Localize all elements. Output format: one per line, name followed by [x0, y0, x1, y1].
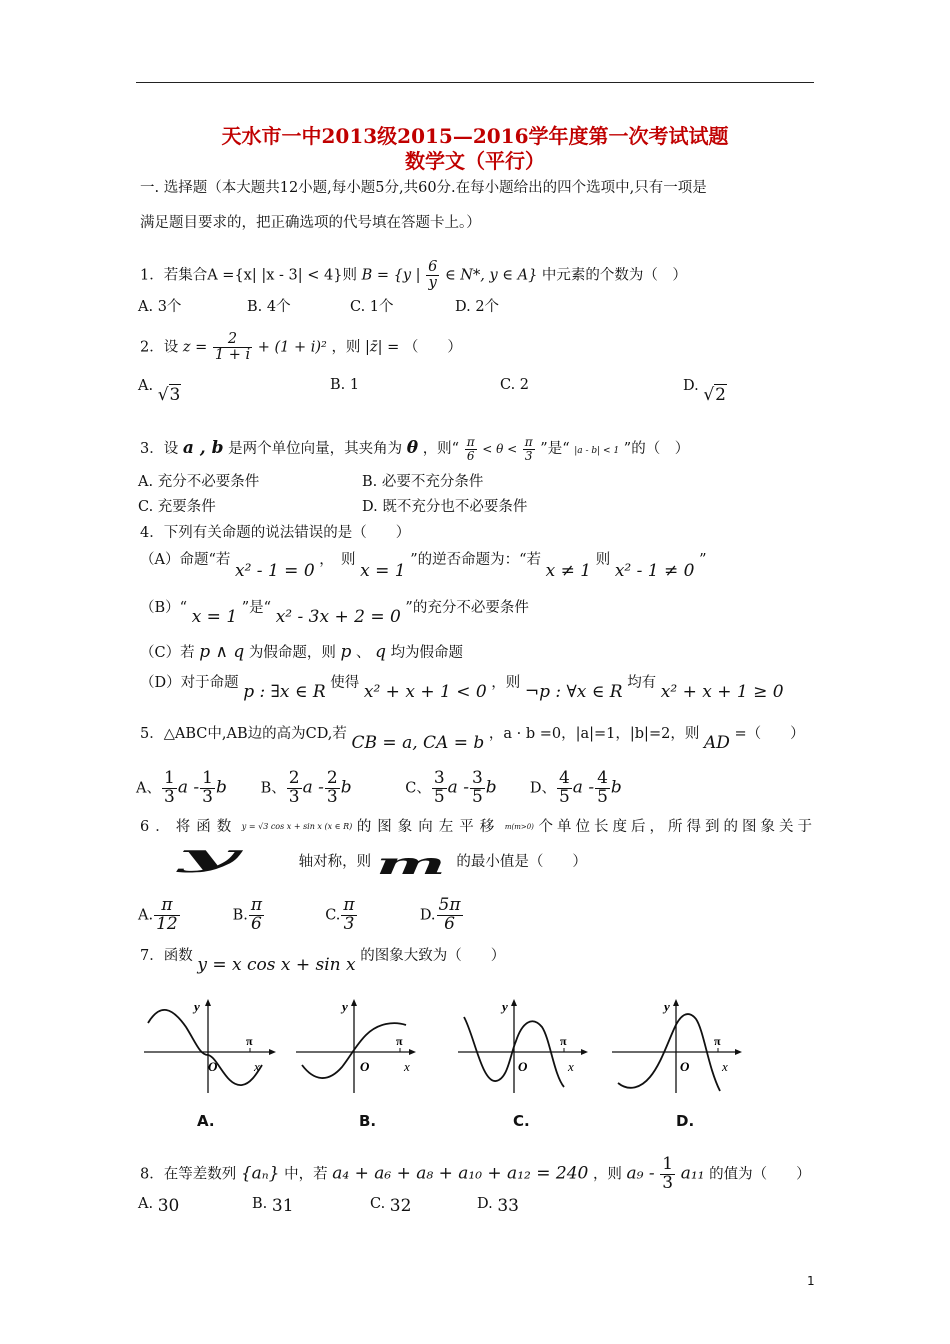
q4-a-mid3: 则 — [595, 552, 611, 568]
question-1-stem — [140, 260, 687, 291]
q6-a-num: π — [154, 897, 180, 916]
q3-stem-mid2: ，则“ — [422, 441, 460, 458]
q2-opt-a-sqrt: √3 — [157, 385, 181, 405]
q4-c-eq: p ∧ q — [199, 642, 245, 662]
q3-option-a: A. 充分不必要条件 — [138, 474, 260, 490]
q8-expr-b: a₁₁ — [680, 1163, 705, 1184]
q8-frac-den: 3 — [662, 1172, 674, 1193]
q3-option-c: C. 充要条件 — [138, 499, 216, 515]
q4-option-b — [140, 598, 529, 627]
section-heading-line2: 满足题目要求的，把正确选项的代号填在答题卡上。） — [140, 215, 481, 231]
q3-stem-suffix: ”的（ ） — [623, 441, 690, 458]
q4-c-mid: 为假命题，则 — [248, 645, 336, 661]
q6-var-m: m — [375, 847, 446, 882]
q7-b-x-label: x — [404, 1059, 410, 1074]
q1-set-b-prefix: B = {y | — [361, 267, 421, 284]
q5-stem-mid: ，a · b =0，|a|=1，|b|=2，则 — [488, 726, 700, 742]
q7-b-origin: O — [360, 1059, 370, 1074]
q6-b-num: π — [250, 895, 263, 915]
q7-d-x-label: x — [722, 1059, 728, 1074]
q6-d-num: 5π — [438, 895, 461, 915]
page-number: 1 — [807, 1274, 815, 1288]
q1-option-c: C. 1个 — [350, 299, 394, 315]
q6-c-num: π — [343, 895, 355, 915]
q4-d-eq1: p : ∃x ∈ R — [243, 682, 326, 702]
q7-b-y-label: y — [342, 999, 348, 1014]
q8-stem-prefix: 8．在等差数列 — [140, 1166, 237, 1183]
q3-frac-1-num: π — [466, 435, 475, 449]
q7-d-y-arrow-icon — [673, 999, 679, 1006]
q5-b-b: b — [340, 777, 352, 798]
q8-option-a — [138, 1194, 180, 1216]
q6-c-den: 3 — [343, 913, 355, 934]
q2-opt-d-label: D. — [683, 378, 699, 394]
q7-label-d: D. — [676, 1112, 695, 1130]
q1-stem-prefix: 1．若集合A ={x| |x - 3| < 4}则 — [140, 267, 357, 284]
q5-a-den1: 3 — [163, 786, 175, 807]
q7-b-x-arrow-icon — [409, 1049, 416, 1055]
q5-d-b: b — [610, 777, 622, 798]
q2-option-b: B. 1 — [330, 377, 360, 393]
q7-label-a: A. — [197, 1112, 215, 1130]
q1-option-a: A. 3个 — [138, 299, 182, 315]
q6-c-label: C. — [325, 907, 341, 924]
q8-option-c — [370, 1194, 412, 1216]
q3-frac-2-num: π — [524, 435, 533, 449]
q8-stem-mid: 中，若 — [284, 1166, 328, 1183]
q6-a-frac — [154, 897, 180, 934]
q5-a-label: A、 — [136, 780, 161, 797]
q4-c-q: q — [375, 642, 386, 662]
q4-a-end: ” — [699, 552, 707, 568]
section-heading-line1: 一. 选择题（本大题共12小题,每小题5分,共60分.在每小题给出的四个选项中,只有一项是 — [140, 180, 707, 196]
q6-axis-y: y — [178, 839, 238, 874]
q8-stem-mid2: ，则 — [592, 1166, 622, 1183]
q8-c-value: 32 — [389, 1196, 412, 1216]
q5-c-num1: 3 — [433, 768, 445, 788]
question-4-stem: 4．下列有关命题的说法错误的是（ ） — [140, 525, 411, 541]
q1-frac-num: 6 — [428, 259, 438, 275]
q3-lt: < θ < — [482, 442, 518, 457]
q2-frac-num: 2 — [213, 332, 252, 348]
q4-b-mid: ”是“ — [241, 600, 272, 616]
q5-b-frac2 — [325, 770, 340, 807]
q7-c-x-label: x — [568, 1059, 574, 1074]
q7-a-x-label: x — [254, 1059, 260, 1074]
q6-b-den: 6 — [251, 913, 262, 934]
q2-opt-d-radicand: 2 — [715, 385, 726, 405]
q4-d-prefix: （D）对于命题 — [140, 675, 239, 691]
q3-option-d: D. 既不充分也不必要条件 — [362, 499, 528, 515]
q2-frac-den: 1 + i — [214, 347, 251, 364]
q5-b-den2: 3 — [326, 786, 338, 807]
question-3-stem — [140, 436, 689, 462]
q5-b-num1: 2 — [288, 768, 300, 788]
q5-option-b — [261, 770, 401, 807]
q5-options-row — [136, 770, 650, 807]
q2-option-c: C. 2 — [500, 377, 530, 393]
q2-abs-z: |z̄| = — [365, 339, 400, 356]
q7-a-x-arrow-icon — [269, 1049, 276, 1055]
q8-option-d — [477, 1194, 519, 1216]
question-5-stem — [140, 724, 805, 753]
q4-a-mid1: ， 则 — [319, 552, 356, 568]
q7-c-y-arrow-icon — [511, 999, 517, 1006]
q5-d-num2: 4 — [597, 768, 608, 788]
q5-b-num2: 2 — [326, 768, 338, 788]
q2-option-a — [138, 376, 181, 405]
q4-c-suffix: 均为假命题 — [390, 645, 464, 661]
question-7-stem — [140, 946, 506, 975]
q7-a-curve — [148, 1010, 262, 1085]
q2-z-eq: z = — [182, 339, 208, 356]
q6-option-d — [420, 897, 510, 934]
q7-function: y = x cos x + sin x — [197, 955, 356, 975]
q8-b-label: B. — [252, 1196, 268, 1212]
q4-b-eq2: x² - 3x + 2 = 0 — [275, 607, 401, 627]
q8-equation: a₄ + a₆ + a₈ + a₁₀ + a₁₂ = 240 — [332, 1163, 589, 1184]
question-2-stem — [140, 332, 462, 363]
q3-stem-mid3: ”是“ — [540, 441, 570, 458]
q6-a-den: 12 — [156, 913, 178, 934]
q1-stem-suffix: 中元素的个数为（ ） — [541, 267, 687, 284]
q6-shift: m(m>0) — [504, 823, 534, 831]
q3-vectors: a , b — [182, 438, 224, 459]
q2-opt-d-sqrt: √2 — [703, 385, 726, 405]
q7-stem-suffix: 的图象大致为（ ） — [360, 948, 506, 964]
q7-label-c: C. — [513, 1112, 530, 1130]
q2-plus-term: + (1 + i)² — [257, 339, 327, 356]
q4-a-eq2: x = 1 — [360, 561, 406, 581]
q5-b-frac1 — [287, 770, 302, 807]
q4-a-eq4: x² - 1 ≠ 0 — [614, 561, 695, 581]
q3-frac-2 — [523, 436, 535, 462]
q8-sequence: {aₙ} — [240, 1163, 280, 1184]
q6-option-b — [233, 897, 321, 934]
q5-option-c — [405, 770, 525, 807]
header-rule — [136, 82, 814, 83]
q7-b-pi: π — [396, 1034, 403, 1048]
q8-d-value: 33 — [497, 1196, 519, 1216]
q7-graph-b — [294, 995, 434, 1095]
q1-frac-den: y — [428, 275, 437, 292]
q8-stem-suffix: 的值为（ ） — [709, 1166, 811, 1183]
q5-stem-suffix: =（ ） — [734, 726, 805, 742]
q7-c-pi: π — [560, 1034, 567, 1048]
q5-c-den2: 5 — [471, 786, 483, 807]
q5-c-frac1 — [432, 770, 447, 807]
q6-option-a — [138, 897, 228, 934]
exam-title: 天水市一中2013级2015—2016学年度第一次考试试题 — [221, 124, 729, 148]
q6-d-frac — [437, 897, 463, 934]
q6-stem-mid2: 个单位长度后，所得到的图象关于 — [538, 819, 816, 835]
q2-stem-suffix: （ ） — [403, 339, 462, 356]
q2-fraction — [213, 332, 252, 363]
q6-stem-mid: 的图象向左平移 — [356, 819, 501, 835]
q4-option-a — [140, 550, 707, 581]
q8-option-b — [252, 1194, 294, 1216]
q4-d-eq2: x² + x + 1 < 0 — [363, 682, 487, 702]
q7-c-origin: O — [518, 1059, 528, 1074]
q6-stem-suffix: 的最小值是（ ） — [456, 854, 587, 870]
q4-d-eq3: ¬p : ∀x ∈ R — [524, 682, 623, 702]
q4-c-sep: 、 — [355, 645, 371, 661]
question-6-stem — [140, 818, 816, 836]
q6-d-label: D. — [419, 907, 436, 924]
q7-graph-a — [142, 995, 282, 1095]
q7-label-b: B. — [359, 1112, 377, 1130]
q5-d-frac1 — [557, 770, 572, 807]
q6-function: y = √3 cos x + sin x (x ∈ R) — [241, 822, 353, 831]
q5-c-label: C、 — [405, 780, 431, 797]
q5-option-d — [530, 770, 650, 807]
q7-d-origin: O — [680, 1059, 690, 1074]
q5-a-b: b — [215, 777, 227, 798]
q7-a-y-label: y — [194, 999, 200, 1014]
q1-fraction — [426, 260, 439, 291]
q7-graph-c — [456, 995, 596, 1095]
q5-d-den2: 5 — [597, 786, 608, 807]
q7-d-x-arrow-icon — [735, 1049, 742, 1055]
q5-d-label: D、 — [529, 780, 556, 797]
q5-c-frac2 — [470, 770, 485, 807]
q5-stem-prefix: 5．△ABC中,AB边的高为CD,若 — [140, 726, 347, 742]
q5-a-frac2 — [200, 770, 215, 807]
q7-d-pi: π — [714, 1034, 721, 1048]
q5-d-mid: a - — [572, 777, 595, 798]
q7-a-y-arrow-icon — [205, 999, 211, 1006]
q4-c-p: p — [340, 642, 352, 662]
q5-option-a — [136, 770, 256, 807]
q8-d-label: D. — [477, 1196, 493, 1212]
q7-graph-d — [610, 995, 750, 1095]
q3-frac-1-den: 6 — [466, 448, 475, 463]
q4-d-mid2: ，则 — [491, 675, 521, 691]
q5-ad: AD — [703, 733, 730, 753]
q2-opt-a-radicand: 3 — [169, 385, 181, 405]
q3-stem-prefix: 3．设 — [140, 441, 179, 458]
q4-a-mid2: ”的逆否命题为：“若 — [410, 552, 542, 568]
q5-a-num1: 1 — [163, 768, 175, 788]
q4-option-d — [140, 673, 784, 702]
q4-b-prefix: （B）“ — [140, 600, 188, 616]
q5-a-mid: a - — [177, 777, 200, 798]
q8-c-label: C. — [370, 1196, 386, 1212]
q5-b-mid: a - — [302, 777, 324, 798]
q5-a-den2: 3 — [202, 786, 213, 807]
q6-stem-line2 — [178, 839, 587, 882]
q5-b-label: B、 — [260, 780, 286, 797]
q7-stem-prefix: 7．函数 — [140, 948, 193, 964]
q7-a-origin: O — [208, 1059, 218, 1074]
q2-stem-mid: ，则 — [331, 339, 361, 356]
q6-b-frac — [249, 897, 264, 934]
q7-c-x-arrow-icon — [581, 1049, 588, 1055]
q4-a-eq1: x² - 1 = 0 — [235, 561, 315, 581]
q8-expr-a: a₉ - — [626, 1163, 655, 1184]
q3-option-b: B. 必要不充分条件 — [362, 474, 484, 490]
q6-b-label: B. — [232, 907, 248, 924]
question-8-stem — [140, 1156, 811, 1193]
q2-opt-a-label: A. — [138, 378, 154, 394]
q6-stem-line2-mid: 轴对称，则 — [298, 854, 372, 870]
q7-d-y-label: y — [664, 999, 670, 1014]
q5-b-den1: 3 — [288, 786, 300, 807]
q4-b-eq1: x = 1 — [191, 607, 238, 627]
q3-frac-1 — [465, 436, 477, 462]
q7-b-y-arrow-icon — [351, 999, 357, 1006]
q1-option-d: D. 2个 — [455, 299, 500, 315]
q5-d-num1: 4 — [558, 768, 570, 788]
q4-c-prefix: （C）若 — [140, 645, 195, 661]
q3-frac-2-den: 3 — [524, 448, 533, 463]
q6-options-row — [138, 897, 510, 934]
q3-theta: θ — [406, 438, 419, 459]
q5-c-b: b — [485, 777, 497, 798]
exam-subtitle: 数学文（平行） — [405, 149, 545, 173]
q5-c-mid: a - — [447, 777, 469, 798]
q8-fraction — [660, 1156, 675, 1193]
q5-c-num2: 3 — [471, 768, 483, 788]
q4-a-eq3: x ≠ 1 — [545, 561, 592, 581]
q5-vec-eq: CB = a, CA = b — [351, 733, 485, 753]
q5-d-den1: 5 — [558, 786, 570, 807]
q4-a-prefix: （A）命题“若 — [140, 552, 231, 568]
q8-a-label: A. — [138, 1196, 154, 1212]
q5-a-num2: 1 — [202, 768, 213, 788]
q5-a-frac1 — [162, 770, 177, 807]
q4-d-eq4: x² + x + 1 ≥ 0 — [660, 682, 784, 702]
q6-a-label: A. — [138, 907, 154, 924]
q1-option-b: B. 4个 — [247, 299, 291, 315]
q5-c-den1: 5 — [433, 786, 445, 807]
q4-b-suffix: ”的充分不必要条件 — [405, 600, 529, 616]
q5-d-frac2 — [595, 770, 610, 807]
q8-a-value: 30 — [157, 1196, 180, 1216]
q6-d-den: 6 — [444, 913, 455, 934]
q6-stem-prefix: 6．将函数 — [140, 819, 238, 835]
q4-d-mid3: 均有 — [627, 675, 657, 691]
q8-frac-num: 1 — [662, 1154, 674, 1174]
q2-stem-prefix: 2．设 — [140, 339, 179, 356]
q6-c-frac — [341, 897, 356, 934]
q3-stem-mid1: 是两个单位向量，其夹角为 — [228, 441, 403, 458]
q1-set-b-suffix: ∈ N*, y ∈ A} — [444, 267, 538, 284]
q8-b-value: 31 — [271, 1196, 294, 1216]
q7-a-pi: π — [246, 1034, 253, 1048]
q6-option-c — [325, 897, 415, 934]
q7-c-y-label: y — [502, 999, 508, 1014]
q4-option-c — [140, 643, 463, 662]
q2-option-d — [683, 376, 727, 405]
q3-condition: |a - b| < 1 — [574, 446, 620, 457]
q4-d-mid1: 使得 — [330, 675, 360, 691]
